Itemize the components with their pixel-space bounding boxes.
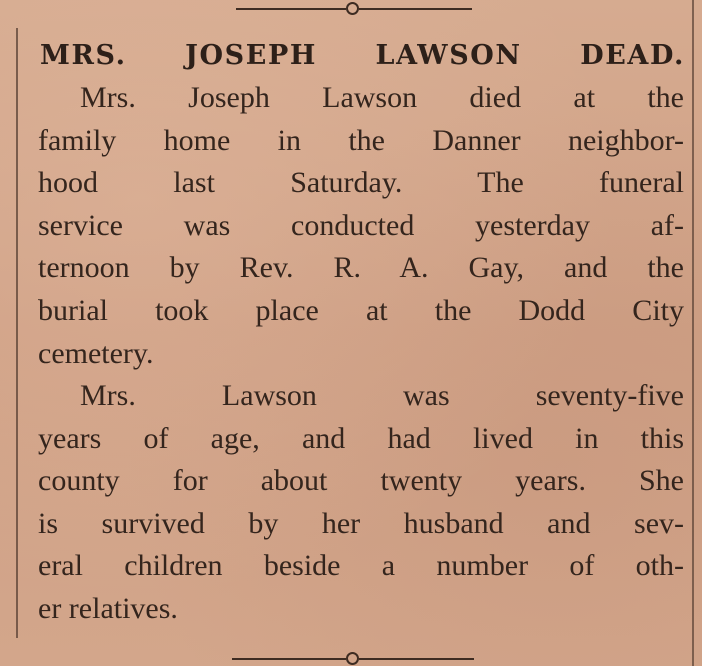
paragraph-line: Mrs. Lawson was seventy-five (80, 379, 684, 412)
top-dash-circle (346, 2, 359, 15)
paragraph-2 (38, 375, 684, 631)
paragraph-line: ternoon by Rev. R. A. Gay, and the (38, 251, 684, 285)
right-column-rule (692, 0, 694, 666)
left-column-rule (16, 28, 18, 638)
paragraph-line: burial took place at the Dodd City (38, 293, 684, 327)
paragraph-line: cemetery. (38, 336, 154, 370)
paragraph-line: family home in the Danner neighbor- (38, 123, 684, 157)
top-dash-left-rule (236, 8, 346, 10)
paragraph-line: Mrs. Joseph Lawson died at the (80, 81, 684, 114)
top-dash-right-rule (359, 8, 472, 10)
paragraph-line: is survived by her husband and sev- (38, 506, 684, 540)
paragraph-line: county for about twenty years. She (38, 464, 684, 498)
paragraph-line: er relatives. (38, 591, 178, 625)
paragraph-line: service was conducted yesterday af- (38, 208, 684, 242)
article-headline: MRS. JOSEPH LAWSON DEAD. (40, 40, 685, 71)
paragraph-line: hood last Saturday. The funeral (38, 166, 684, 200)
bottom-dash-left-rule (232, 658, 346, 660)
bottom-dash-right-rule (359, 658, 474, 660)
paragraph-1 (38, 77, 684, 375)
paragraph-line: years of age, and had lived in this (38, 421, 684, 455)
paragraph-line: eral children beside a number of oth- (38, 549, 684, 583)
bottom-dash-circle (346, 652, 359, 665)
